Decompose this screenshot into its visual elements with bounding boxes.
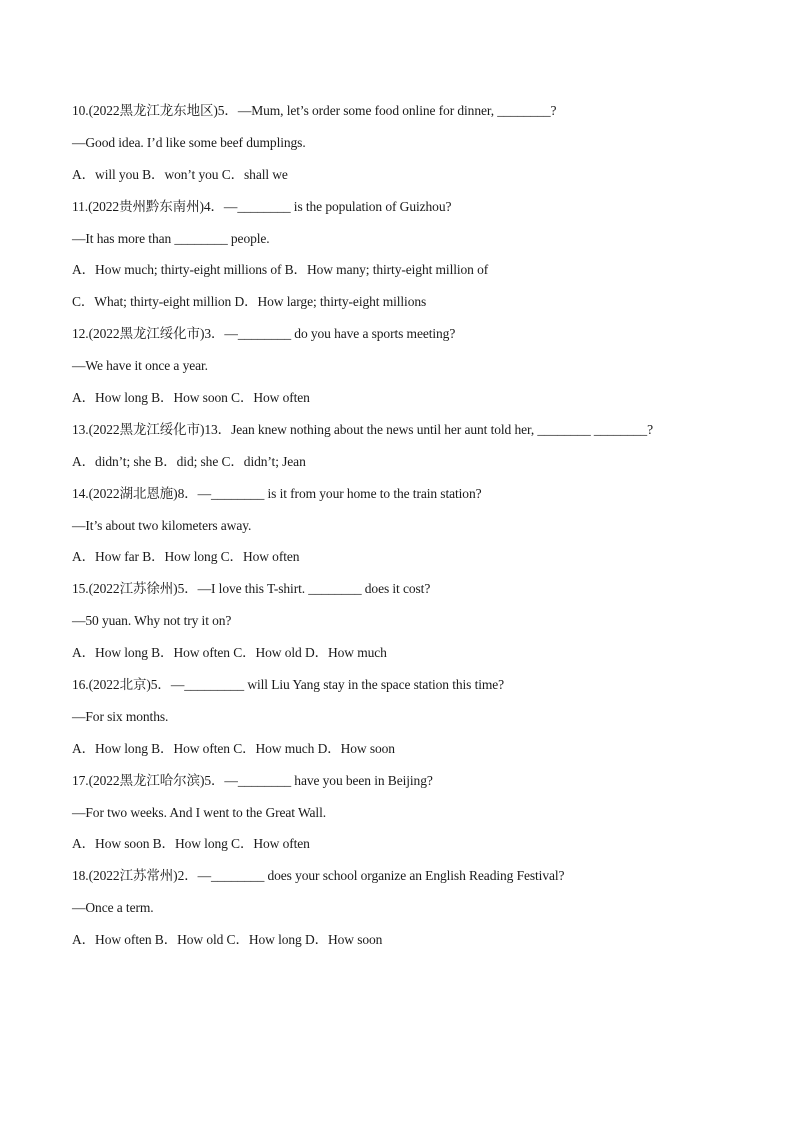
q11-options-cd: C．What; thirty-eight million D．How large; thirty-eight millions (72, 294, 427, 310)
q10-reply: —Good idea. I’d like some beef dumplings. (72, 134, 306, 150)
q17-stem: 17.(2022黑龙江哈尔滨)5．—________ have you been in Beijing? (72, 772, 433, 788)
q18-stem: 18.(2022江苏常州)2．—________ does your school organize an English Reading Festival? (72, 868, 565, 884)
q13-options: A．didn’t; she B．did; she C．didn’t; Jean (72, 453, 306, 469)
q18-options: A．How often B．How old C．How long D．How soon (72, 932, 383, 948)
q18-reply: —Once a term. (72, 900, 154, 916)
q12-stem: 12.(2022黑龙江绥化市)3．—________ do you have a sports meeting? (72, 326, 456, 342)
q17-reply: —For two weeks. And I went to the Great Wall. (72, 804, 326, 820)
q12-options: A．How long B．How soon C．How often (72, 390, 310, 406)
q15-options: A．How long B．How often C．How old D．How much (72, 645, 387, 661)
document-page (72, 98, 752, 959)
q11-options-ab: A．How much; thirty-eight millions of B．How many; thirty-eight million of (72, 262, 489, 278)
q11-reply: —It has more than ________ people. (72, 230, 270, 246)
q14-options: A．How far B．How long C．How often (72, 549, 300, 565)
q10-options: A．will you B．won’t you C．shall we (72, 166, 288, 182)
q13-stem: 13.(2022黑龙江绥化市)13．Jean knew nothing about the news until her aunt told her, ________ ________? (72, 421, 653, 437)
q14-reply: —It’s about two kilometers away. (72, 517, 252, 533)
q14-stem: 14.(2022湖北恩施)8．—________ is it from your home to the train station? (72, 485, 482, 501)
q15-reply: —50 yuan. Why not try it on? (72, 613, 232, 629)
q12-reply: —We have it once a year. (72, 358, 208, 374)
q11-stem: 11.(2022贵州黔东南州)4．—________ is the population of Guizhou? (72, 198, 452, 214)
q15-stem: 15.(2022江苏徐州)5．—I love this T-shirt. ________ does it cost? (72, 581, 431, 597)
q16-reply: —For six months. (72, 708, 169, 724)
q16-stem: 16.(2022北京)5．—_________ will Liu Yang stay in the space station this time? (72, 677, 505, 693)
q10-stem: 10.(2022黑龙江龙东地区)5．—Mum, let’s order some food online for dinner, ________? (72, 103, 557, 118)
q17-options: A．How soon B．How long C．How often (72, 836, 310, 852)
q16-options: A．How long B．How often C．How much D．How soon (72, 740, 395, 756)
